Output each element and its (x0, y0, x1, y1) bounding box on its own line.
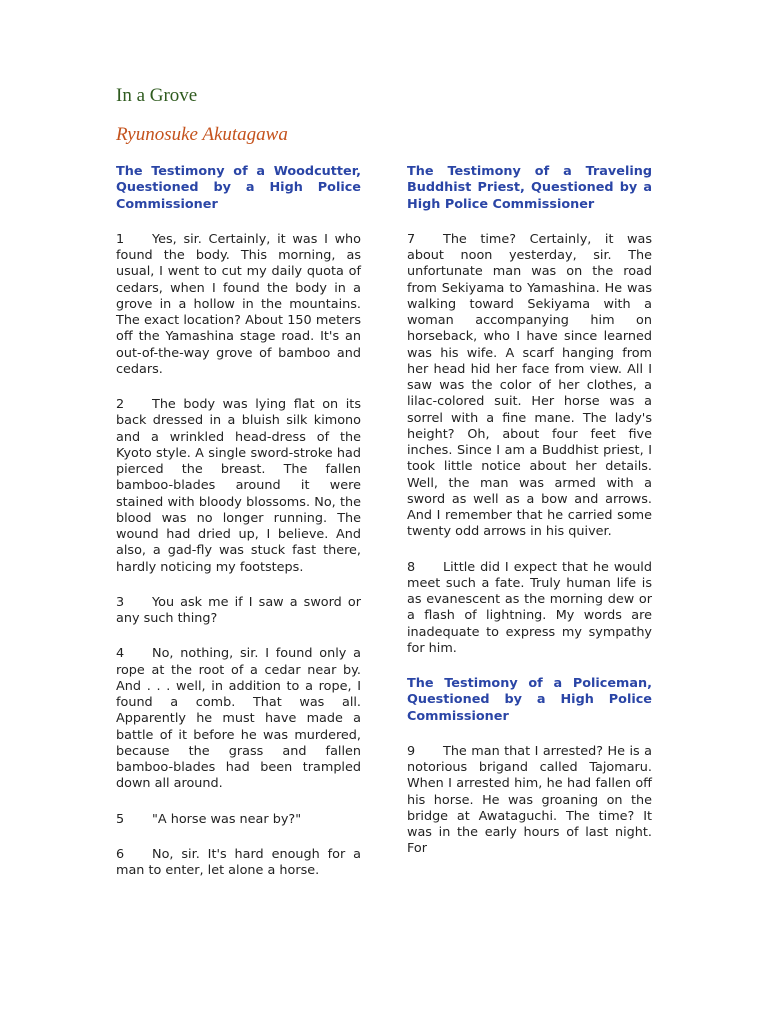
paragraph-text: The man that I arrested? He is a notorious brigand called Tajomaru. When I arrested him, he had fallen off his horse. He was groaning on the bridge at Awataguchi. The time? It was in the early hours of last night. For (407, 743, 652, 857)
paragraph-text: Little did I expect that he would meet such a fate. Truly human life is as evanescent as the morning dew or a flash of lightning. My words are inadequate to express my sympathy for him. (407, 559, 652, 656)
paragraph-1 (116, 232, 361, 378)
paragraph-number: 6 (116, 846, 125, 862)
paragraph-number: 4 (116, 646, 125, 662)
paragraph-number: 2 (116, 397, 125, 412)
paragraph-text: The time? Certainly, it was about noon yesterday, sir. The unfortunate man was on the road from Sekiyama to Yamashina. He was walking toward Sekiyama with a woman accompanying him on horseback, who I have since learned was his wife. A scarf hanging from her head hid her face from view. All I saw was the color of her clothes, a lilac-colored suit. Her horse was a sorrel with a fine mane. The lady's height? Oh, about four feet five inches. Since I am a Buddhist priest, I took little notice about her details. Well, the man was armed with a sword as well as a bow and arrows. And I remember that he carried some twenty odd arrows in his quiver. (407, 231, 652, 540)
right-column (407, 164, 652, 877)
paragraph-8 (407, 560, 652, 658)
document-author: Ryunosuke Akutagawa (116, 124, 288, 145)
paragraph-text: No, nothing, sir. I found only a rope at the root of a cedar near by. And . . . well, in addition to a rope, I found a comb. That was all. Apparently he must have made a battle of it before he was murdered, because the grass and fallen bamboo-blades had been trampled down all around. (116, 646, 361, 792)
paragraph-number: 1 (116, 231, 125, 247)
paragraph-9 (407, 744, 652, 858)
section-heading-woodcutter: The Testimony of a Woodcutter, Questioned by a High Police Commissioner (116, 164, 361, 212)
paragraph-6 (116, 847, 361, 880)
paragraph-4 (116, 646, 361, 792)
paragraph-text: You ask me if I saw a sword or any such thing? (116, 594, 361, 626)
paragraph-5 (116, 812, 361, 828)
paragraph-text: The body was lying flat on its back dressed in a bluish silk kimono and a wrinkled head-dress of the Kyoto style. A single sword-stroke had pierced the breast. The fallen bamboo-blades around it were stained with bloody blossoms. No, the blood was no longer running. The wound had dried up, I believe. And also, a gad-fly was stuck fast there, hardly noticing my footsteps. (116, 397, 361, 575)
paragraph-number: 5 (116, 811, 125, 827)
paragraph-number: 8 (407, 559, 416, 575)
paragraph-text: Yes, sir. Certainly, it was I who found the body. This morning, as usual, I went to cut my daily quota of cedars, when I found the body in a grove in a hollow in the mountains. The exact location? About 150 meters off the Yamashina stage road. It's an out-of-the-way grove of bamboo and cedars. (116, 231, 361, 377)
paragraph-2 (116, 397, 361, 576)
section-heading-policeman: The Testimony of a Policeman, Questioned by a High Police Commissioner (407, 676, 652, 724)
section-heading-priest: The Testimony of a Traveling Buddhist Priest, Questioned by a High Police Commissioner (407, 164, 652, 212)
paragraph-number: 7 (407, 231, 416, 247)
paragraph-7 (407, 232, 652, 541)
left-column (116, 164, 361, 898)
document-title: In a Grove (116, 85, 198, 106)
paragraph-number: 3 (116, 594, 125, 610)
paragraph-number: 9 (407, 743, 416, 759)
paragraph-text: No, sir. It's hard enough for a man to enter, let alone a horse. (116, 846, 361, 878)
paragraph-3 (116, 595, 361, 628)
paragraph-text: "A horse was near by?" (152, 811, 302, 827)
